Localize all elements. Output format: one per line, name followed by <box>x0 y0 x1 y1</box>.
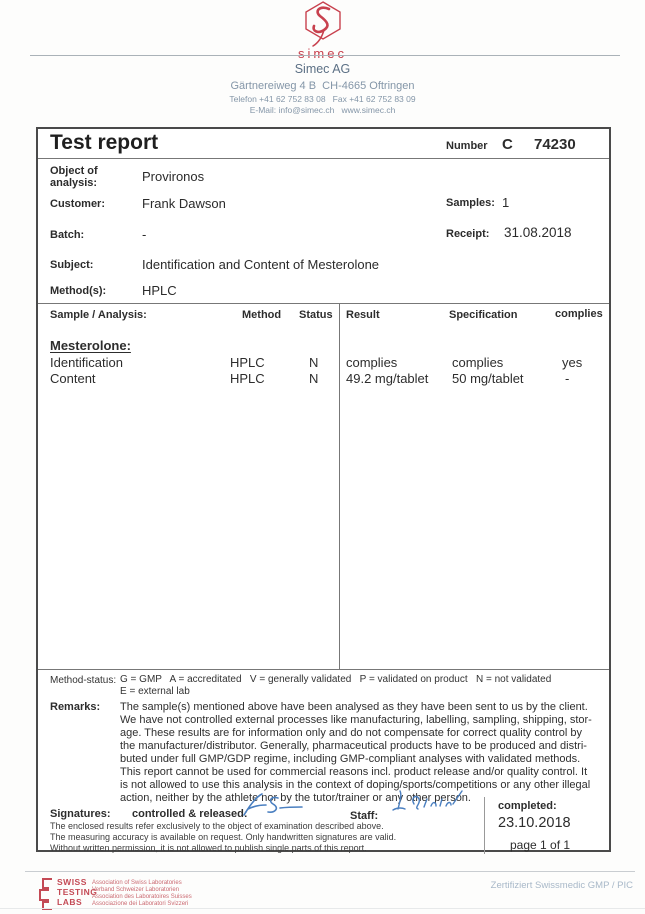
cell-result: 49.2 mg/tablet <box>346 371 429 386</box>
brand-wordmark: simec <box>298 46 347 61</box>
remarks-line: is not allowed to use this analysis in the context of doping/sports/competitions or any other illegal <box>120 779 591 791</box>
customer-value: Frank Dawson <box>142 196 226 211</box>
association-line: Association of Swiss Laboratories <box>92 880 182 886</box>
table-column-divider <box>339 303 340 669</box>
company-name: Simec AG <box>294 62 351 76</box>
batch-value: - <box>142 227 147 242</box>
simec-logo <box>0 1 645 61</box>
subject-label: Subject: <box>50 259 94 271</box>
page-title: Test report <box>50 131 159 154</box>
table-top-border <box>38 303 609 304</box>
col-header-analysis: Sample / Analysis: <box>50 309 147 321</box>
cell-method: HPLC <box>230 355 265 370</box>
letterhead-divider <box>30 55 620 56</box>
cell-method: HPLC <box>230 371 265 386</box>
association-line: Association des Laboratoires Suisses <box>92 894 192 900</box>
labs-word-testing: TESTING <box>57 887 98 897</box>
footer-divider <box>25 871 635 872</box>
company-email-web: E-Mail: info@simec.ch www.simec.ch <box>249 105 396 115</box>
remarks-line: This report cannot be used for commercial reasons incl. product release and/or quality control. It <box>120 766 588 778</box>
remarks-line: action, neither by the athlete nor by the tutor/trainer or any other person. <box>120 792 471 804</box>
report-number-label: Number <box>446 140 488 152</box>
method-status-label: Method-status: <box>50 675 117 686</box>
remarks-line: The sample(s) mentioned above have been analysed as they have been sent to us by the client. <box>120 701 588 713</box>
analyte-group-heading: Mesterolone: <box>50 338 131 353</box>
certification-note: Zertifiziert Swissmedic GMP / PIC <box>490 880 633 891</box>
page-indicator: page 1 of 1 <box>510 838 571 852</box>
cell-specification: 50 mg/tablet <box>452 371 524 386</box>
col-header-method: Method <box>242 309 282 321</box>
completed-divider <box>484 797 485 854</box>
labs-word-swiss: SWISS <box>57 877 87 887</box>
fine-print-line: The enclosed results refer exclusively to the object of examination described above. <box>50 821 384 831</box>
batch-label: Batch: <box>50 229 85 241</box>
samples-label: Samples: <box>446 197 495 209</box>
cell-complies: - <box>565 371 570 386</box>
cell-result: complies <box>346 355 398 370</box>
remarks-label: Remarks: <box>50 701 101 713</box>
report-title-row <box>38 129 609 159</box>
fine-print-line: The measuring accuracy is available on request. Only handwritten signatures are valid. <box>50 832 397 842</box>
method-status-divider <box>38 669 609 670</box>
controlled-released-label: controlled & released: <box>132 808 248 820</box>
report-frame <box>36 127 611 852</box>
col-header-complies: complies <box>555 308 603 320</box>
fine-print-line: Without written permission, it is not allowed to publish single parts of this report. <box>50 843 367 853</box>
col-header-status: Status <box>299 309 333 321</box>
cell-complies: yes <box>562 355 583 370</box>
labs-word-labs: LABS <box>57 897 83 907</box>
cell-analysis: Identification <box>50 355 123 370</box>
controlled-signature-handwriting <box>242 791 342 819</box>
receipt-value: 31.08.2018 <box>504 225 572 240</box>
methods-value: HPLC <box>142 283 177 298</box>
cell-specification: complies <box>452 355 504 370</box>
association-line: Verband Schweizer Laboratorien <box>92 887 180 893</box>
report-number-prefix: C <box>502 136 513 153</box>
remarks-line: the manufacturer/distributor. Generally, pharmaceutical products have to be produced and distri- <box>120 740 587 752</box>
col-header-specification: Specification <box>449 309 518 321</box>
methods-label: Method(s): <box>50 285 107 297</box>
customer-label: Customer: <box>50 198 106 210</box>
col-header-result: Result <box>346 309 380 321</box>
completed-date: 23.10.2018 <box>498 815 571 831</box>
association-line: Associazione dei Laboratori Svizzeri <box>92 901 189 907</box>
cell-status: N <box>309 355 319 370</box>
remarks-line: We have not controlled external processes like manufacturing, labelling, sampling, shipping, stor- <box>120 714 592 726</box>
samples-value: 1 <box>502 195 510 210</box>
completed-label: completed: <box>498 800 557 812</box>
method-status-line2: E = external lab <box>120 686 190 697</box>
signatures-label: Signatures: <box>50 808 111 820</box>
cell-status: N <box>309 371 319 386</box>
remarks-line: age. These results are for information only and do not compensate for correct quality control by <box>120 727 583 739</box>
object-of-analysis-label: Object of analysis: <box>50 165 98 189</box>
company-phone-fax: Telefon +41 62 752 83 08 Fax +41 62 752 83 09 <box>229 94 416 104</box>
staff-signature-handwriting <box>390 787 470 817</box>
report-number-value: 74230 <box>534 136 576 153</box>
staff-label: Staff: <box>350 810 379 822</box>
cell-analysis: Content <box>50 371 96 386</box>
swiss-testing-labs-logo <box>38 877 97 911</box>
association-names <box>92 880 192 908</box>
subject-value: Identification and Content of Mesterolone <box>142 257 380 272</box>
scan-edge-line <box>0 908 645 909</box>
receipt-label: Receipt: <box>446 228 490 240</box>
swiss-testing-labs-bracket-icon <box>38 877 54 911</box>
simec-hexagon-s-icon <box>301 1 345 47</box>
remarks-line: buted under full GMP/GDP regime, including GMP-compliant analyses with validated methods. <box>120 753 581 765</box>
company-address: Gärtnereiweg 4 B CH-4665 Oftringen <box>230 80 415 92</box>
method-status-line1: G = GMP A = accreditated V = generally validated P = validated on product N = not validated <box>120 674 552 685</box>
object-of-analysis-value: Provironos <box>142 169 205 184</box>
